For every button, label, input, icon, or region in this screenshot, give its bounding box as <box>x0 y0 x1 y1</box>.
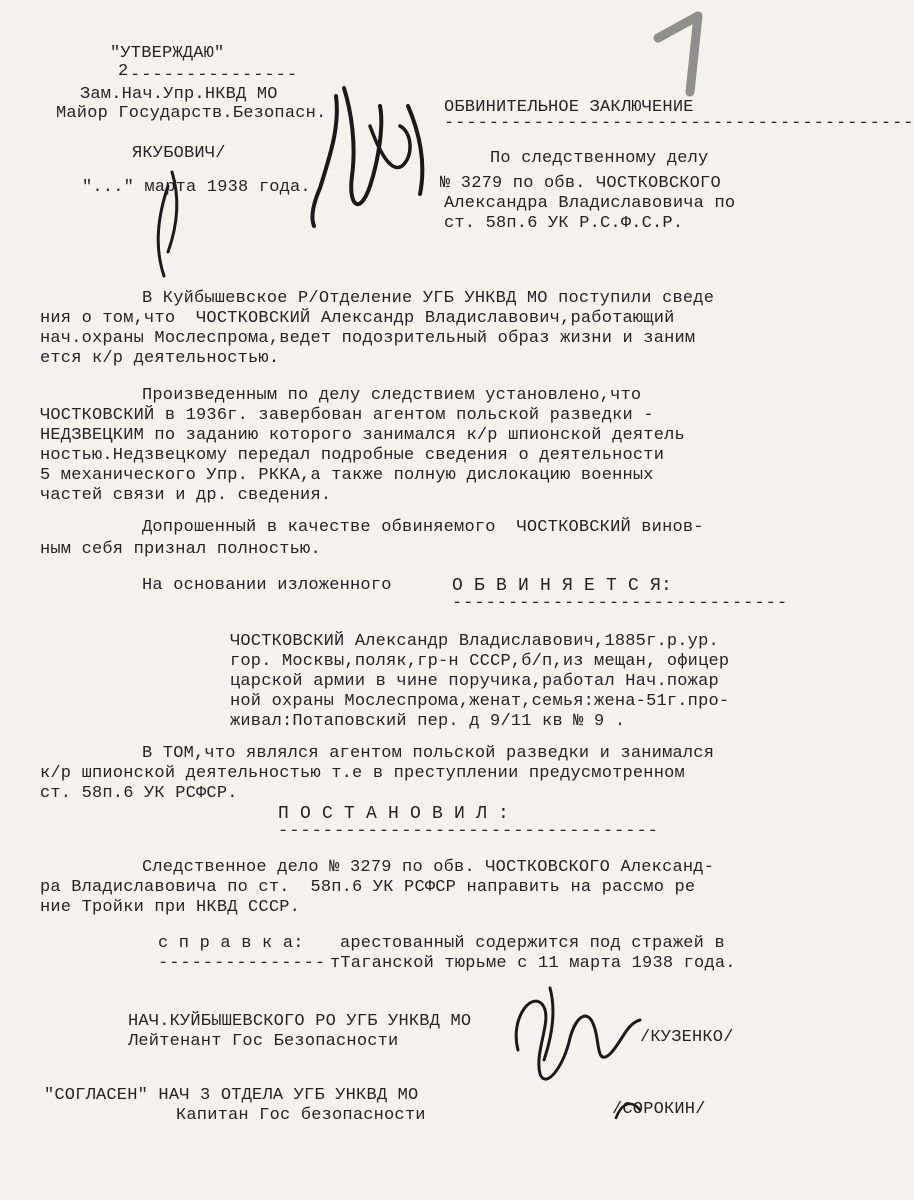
charge-intro: На основании изложенного <box>142 576 392 595</box>
accused-line: ной охраны Мослеспрома,женат,семья:жена-51г.про- <box>230 692 730 711</box>
head-position: НАЧ.КУЙБЫШЕВСКОГО РО УГБ УНКВД МО <box>128 1012 472 1031</box>
case-line-4: ст. 58п.6 УК Р.С.Ф.С.Р. <box>444 214 684 233</box>
approval-underline: --------------- <box>130 66 299 85</box>
paragraph-2-line: 5 механического Упр. РККА,а также полную дислокацию военных <box>40 466 654 485</box>
approval-rank: Майор Государств.Безопасн. <box>56 104 327 123</box>
spravka-label: с п р а в к а: <box>158 934 304 953</box>
approval-position: Зам.Нач.Упр.НКВД МО <box>80 85 278 104</box>
charge-underline: ------------------------------ <box>452 594 789 613</box>
charge-word: О Б В И Н Я Е Т С Я: <box>452 576 673 596</box>
agreed-rank: Капитан Гос безопасности <box>176 1106 426 1125</box>
spravka-line-1: арестованный содержится под стражей в <box>340 934 725 953</box>
spravka-line-2: тТаганской тюрьме с 11 марта 1938 года. <box>330 954 736 973</box>
accused-line: гор. Москвы,поляк,гр-н СССР,б/п,из мещан, офицер <box>230 652 730 671</box>
approval-name: ЯКУБОВИЧ/ <box>132 144 226 163</box>
resolved-underline: ---------------------------------- <box>278 822 659 841</box>
handwritten-page-number <box>640 4 720 99</box>
agreed-signature-mark <box>610 1096 650 1126</box>
paragraph-4-line: ст. 58п.6 УК РСФСР. <box>40 784 238 803</box>
accused-line: царской армии в чине поручика,работал Нач.пожар <box>230 672 719 691</box>
paragraph-1-line: нач.охраны Мослеспрома,ведет подозрительный образ жизни и заним <box>40 329 696 348</box>
agreed-name: /СОРОКИН/ <box>612 1100 706 1119</box>
paragraph-1-line: ния о том,что ЧОСТКОВСКИЙ Александр Владиславович,работающий <box>40 309 675 328</box>
approval-number: 2 <box>118 62 129 81</box>
paragraph-5-line: Следственное дело № 3279 по обв. ЧОСТКОВСКОГО Александ- <box>142 858 715 877</box>
paragraph-3-line: ным себя признал полностью. <box>40 540 321 559</box>
title-underline: ------------------------------------------ <box>444 114 914 133</box>
paragraph-5-line: ние Тройки при НКВД СССР. <box>40 898 301 917</box>
paragraph-2-line: ностью.Недзвецкому передал подробные сведения о деятельности <box>40 446 665 465</box>
paragraph-3-line: Допрошенный в качестве обвиняемого ЧОСТКОВСКИЙ винов- <box>142 518 704 537</box>
case-line-1: По следственному делу <box>490 149 709 168</box>
paragraph-5-line: ра Владиславовича по ст. 58п.6 УК РСФСР направить на рассмо ре <box>40 878 696 897</box>
case-line-2: № 3279 по обв. ЧОСТКОВСКОГО <box>440 174 721 193</box>
case-line-3: Александра Владиславовича по <box>444 194 736 213</box>
paragraph-4-line: к/р шпионской деятельностью т.е в преступлении предусмотренном <box>40 764 685 783</box>
paragraph-1-line: ется к/р деятельностью. <box>40 349 280 368</box>
head-rank: Лейтенант Гос Безопасности <box>128 1032 399 1051</box>
paragraph-2-line: НЕДЗВЕЦКИМ по заданию которого занимался к/р шпионской деятель <box>40 426 685 445</box>
paragraph-2-line: ЧОСТКОВСКИЙ в 1936г. завербован агентом польской разведки - <box>40 406 654 425</box>
head-signature <box>500 980 650 1095</box>
paragraph-4-line: В ТОМ,что являлся агентом польской разведки и занимался <box>142 744 715 763</box>
agreed-position: "СОГЛАСЕН" НАЧ 3 ОТДЕЛА УГБ УНКВД МО <box>44 1086 419 1105</box>
resolved-heading: П О С Т А Н О В И Л : <box>278 804 510 824</box>
approval-date: "..." марта 1938 года. <box>82 178 311 197</box>
head-name: /КУЗЕНКО/ <box>640 1028 734 1047</box>
paragraph-2-line: частей связи и др. сведения. <box>40 486 332 505</box>
paragraph-1-line: В Куйбышевское Р/Отделение УГБ УНКВД МО поступили сведе <box>142 289 715 308</box>
approval-signature <box>108 66 438 281</box>
approval-heading: "УТВЕРЖДАЮ" <box>110 44 225 63</box>
paragraph-2-line: Произведенным по делу следствием установлено,что <box>142 386 642 405</box>
accused-line: ЧОСТКОВСКИЙ Александр Владиславович,1885г.р.ур. <box>230 632 719 651</box>
document-title: ОБВИНИТЕЛЬНОЕ ЗАКЛЮЧЕНИЕ <box>444 98 694 117</box>
spravka-underline: --------------- <box>158 954 327 973</box>
accused-line: живал:Потаповский пер. д 9/11 кв № 9 . <box>230 712 626 731</box>
